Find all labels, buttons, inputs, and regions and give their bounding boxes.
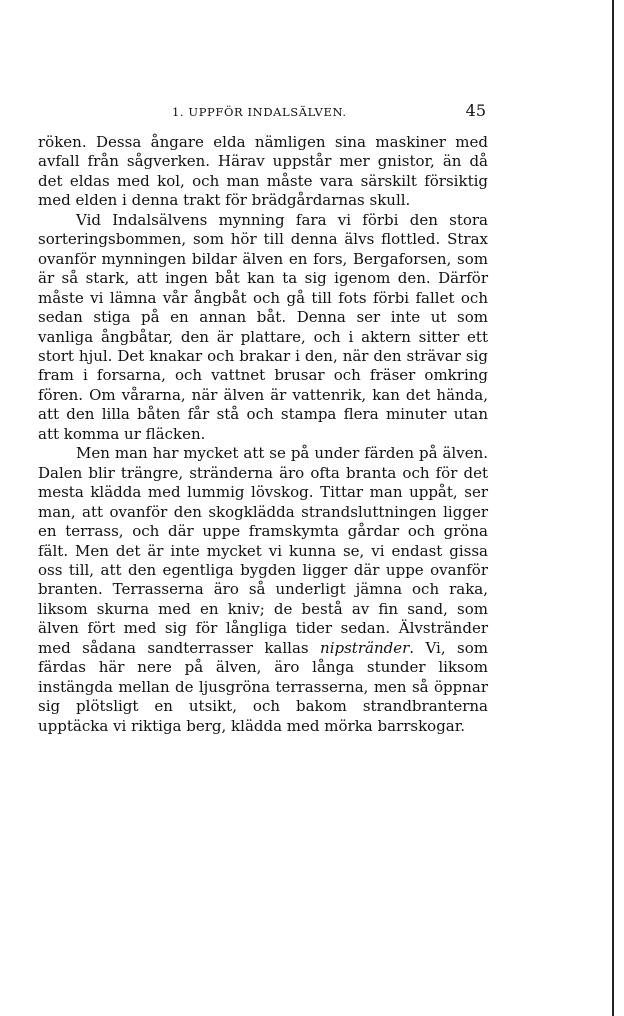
paragraph-3-part-2: . Vi, som färdas här nere på älven, äro långa stunder liksom instängda mellan de ljusgröna terrasserna, men så öppnar sig plötsligt en utsikt, och bakom strandbranterna upptäcka vi riktiga berg, klädda med mörka barrskogar. [38, 638, 488, 735]
paragraph-1: röken. Dessa ångare elda nämligen sina maskiner med avfall från sågverken. Härav uppstår mer gnistor, än då det eldas med kol, och man måste vara särskilt försiktig med elden i denna trakt för brädgårdarnas skull. [38, 133, 488, 210]
running-head: 1. UPPFÖR INDALSÄLVEN. [172, 105, 347, 119]
paragraph-3 [38, 444, 488, 736]
page-edge-rule [612, 0, 614, 1016]
paragraph-3-part-1: Men man har mycket att se på under färden på älven. Dalen blir trängre, stränderna äro ofta branta och för det mesta klädda med lummig lövskog. Tittar man uppåt, ser man, att ovanför den skogklädda strandsluttningen ligger en terrass, och där uppe framskymta gårdar och gröna fält. Men det är inte mycket vi kunna se, vi endast gissa oss till, att den egentliga bygden ligger där uppe ovanför branten. Terrasserna äro så underligt jämna och raka, liksom skurna med en kniv; de bestå av fin sand, som älven fört med sig för långliga tider sedan. Älvstränder med sådana sandterrasser kallas [38, 444, 488, 657]
page-number: 45 [465, 101, 486, 120]
body-text [38, 133, 488, 736]
page-header [36, 103, 488, 125]
italic-term-nipstrander: nipstränder [320, 638, 410, 657]
paragraph-2: Vid Indalsälvens mynning fara vi förbi den stora sorteringsbommen, som hör till denna älvs flottled. Strax ovanför mynningen bildar älven en fors, Bergaforsen, som är så stark, att ingen båt kan ta sig igenom den. Därför måste vi lämna vår ångbåt och gå till fots förbi fallet och sedan stiga på en annan båt. Denna ser inte ut som vanliga ångbåtar, den är plattare, och i aktern sitter ett stort hjul. Det knakar och brakar i den, när den strävar sig fram i forsarna, och vattnet brusar och fräser omkring fören. Om vårarna, när älven är vattenrik, kan det hända, att den lilla båten får stå och stampa flera minuter utan att komma ur fläcken. [38, 210, 488, 443]
